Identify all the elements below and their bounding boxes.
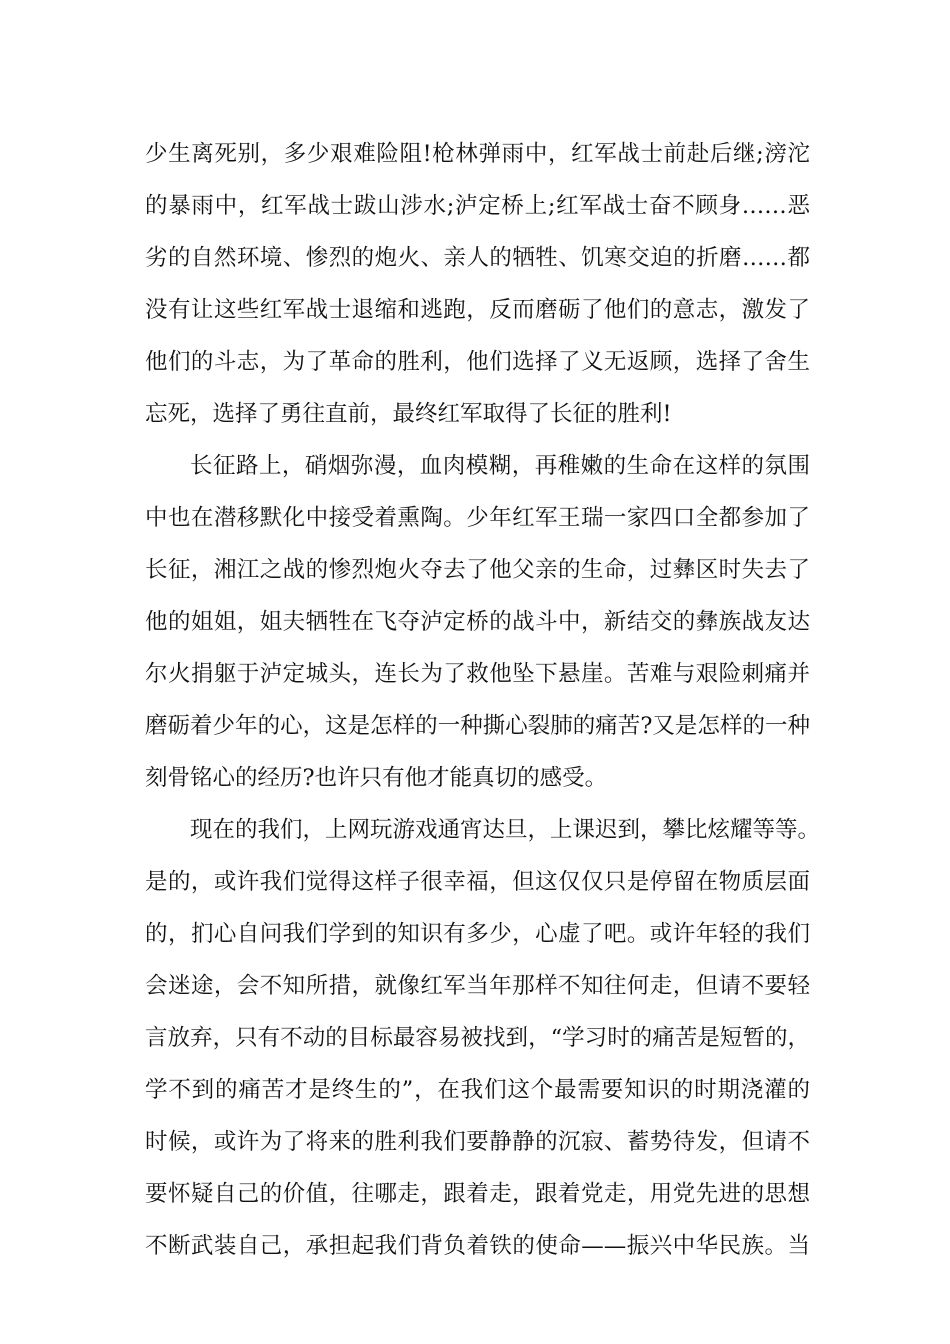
paragraph-line: 长征，湘江之战的惨烈炮火夺去了他父亲的生命，过彝区时失去了: [145, 557, 810, 583]
document-body: [145, 128, 821, 1272]
paragraph-line: 中也在潜移默化中接受着熏陶。少年红军王瑞一家四口全都参加了: [145, 505, 810, 531]
paragraph-line: 少生离死别，多少艰难险阻!枪林弹雨中，红军战士前赴后继;滂沱: [145, 141, 810, 167]
paragraph-line: 他的姐姐，姐夫牺牲在飞夺泸定桥的战斗中，新结交的彝族战友达: [145, 609, 810, 635]
paragraph-line: 他们的斗志，为了革命的胜利，他们选择了义无返顾，选择了舍生: [145, 349, 810, 375]
paragraph-line: 要怀疑自己的价值，往哪走，跟着走，跟着党走，用党先进的思想: [145, 1181, 810, 1207]
paragraph-line: 学不到的痛苦才是终生的”，在我们这个最需要知识的时期浇灌的: [145, 1077, 810, 1103]
paragraph-line: 会迷途，会不知所措，就像红军当年那样不知往何走，但请不要轻: [145, 973, 810, 999]
paragraph-line: 时候，或许为了将来的胜利我们要静静的沉寂、蓄势待发，但请不: [145, 1129, 810, 1155]
paragraph-line: 长征路上，硝烟弥漫，血肉模糊，再稚嫩的生命在这样的氛围: [190, 453, 810, 479]
paragraph-line: 言放弃，只有不动的目标最容易被找到，“学习时的痛苦是短暂的，: [145, 1025, 810, 1051]
paragraph-line: 的，扪心自问我们学到的知识有多少，心虚了吧。或许年轻的我们: [145, 921, 810, 947]
paragraph-line: 不断武装自己，承担起我们背负着铁的使命——振兴中华民族。当: [145, 1233, 810, 1259]
paragraph-line: 现在的我们，上网玩游戏通宵达旦，上课迟到，攀比炫耀等等。: [190, 817, 821, 843]
paragraph-line: 劣的自然环境、惨烈的炮火、亲人的牺牲、饥寒交迫的折磨……都: [145, 245, 810, 271]
paragraph-line: 尔火捐躯于泸定城头，连长为了救他坠下悬崖。苦难与艰险刺痛并: [145, 661, 810, 687]
paragraph-line: 磨砺着少年的心，这是怎样的一种撕心裂肺的痛苦?又是怎样的一种: [145, 713, 810, 739]
paragraph-line: 刻骨铭心的经历?也许只有他才能真切的感受。: [145, 765, 608, 791]
paragraph-line: 忘死，选择了勇往直前，最终红军取得了长征的胜利!: [145, 401, 672, 427]
paragraph-line: 没有让这些红军战士退缩和逃跑，反而磨砺了他们的意志，激发了: [145, 297, 810, 323]
paragraph-line: 的暴雨中，红军战士跋山涉水;泸定桥上;红军战士奋不顾身……恶: [145, 193, 810, 219]
paragraph-line: 是的，或许我们觉得这样子很幸福，但这仅仅只是停留在物质层面: [145, 869, 810, 895]
